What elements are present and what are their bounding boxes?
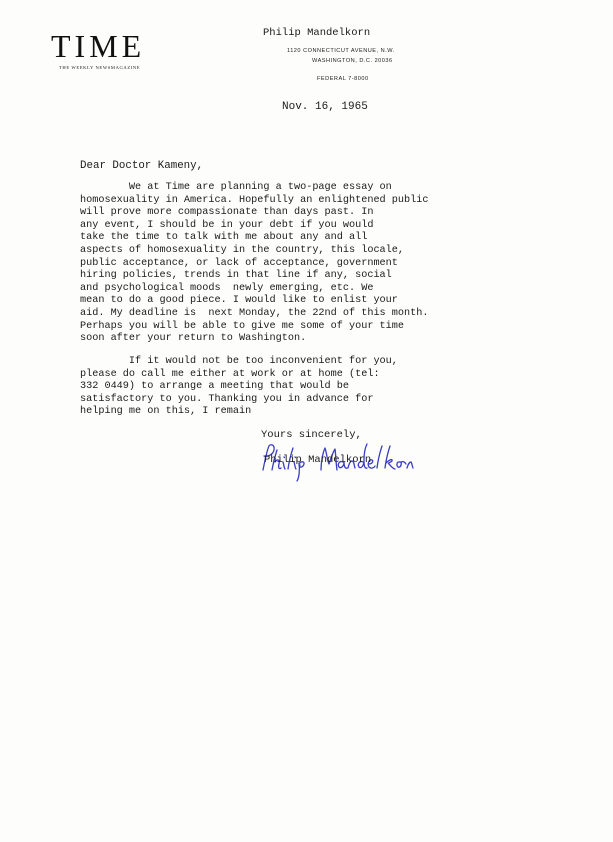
paragraph-line: any event, I should be in your debt if you would: [80, 219, 374, 231]
paragraph-line: Perhaps you will be able to give me some of your time: [80, 320, 405, 332]
salutation: Dear Doctor Kameny,: [80, 160, 204, 172]
address-line-2: WASHINGTON, D.C. 20036: [312, 58, 393, 64]
body-paragraph-2: [80, 356, 460, 419]
masthead-tagline: THE WEEKLY NEWSMAGAZINE: [59, 65, 141, 70]
body-paragraph-1: [80, 182, 460, 346]
paragraph-line: If it would not be too inconvenient for you,: [80, 356, 398, 367]
paragraph-line: mean to do a good piece. I would like to enlist your: [80, 295, 398, 307]
paragraph-line: homosexuality in America. Hopefully an enlightened public: [80, 194, 429, 206]
time-masthead: [51, 30, 161, 70]
typed-name: Philip Mandelkorn: [264, 454, 372, 466]
paragraph-line: 332 0449) to arrange a meeting that would be: [80, 381, 349, 393]
paragraph-line: hiring policies, trends in that line if any, social: [80, 270, 392, 282]
paragraph-line: and psychological moods newly emerging, etc. We: [80, 282, 374, 294]
closing: Yours sincerely,: [261, 429, 362, 441]
address-line-1: 1120 CONNECTICUT AVENUE, N.W.: [287, 48, 395, 54]
paragraph-line: We at Time are planning a two-page essay on: [80, 182, 392, 193]
masthead-logo: TIME: [51, 28, 146, 64]
paragraph-line: satisfactory to you. Thanking you in advance for: [80, 393, 374, 405]
paragraph-line: aspects of homosexuality in the country, this locale,: [80, 244, 405, 256]
paragraph-line: helping me on this, I remain: [80, 406, 252, 418]
phone-line: FEDERAL 7-8000: [317, 76, 369, 82]
paragraph-line: soon after your return to Washington.: [80, 333, 307, 345]
letter-date: Nov. 16, 1965: [282, 101, 368, 113]
paragraph-line: take the time to talk with me about any and all: [80, 232, 368, 244]
sender-name: Philip Mandelkorn: [263, 27, 371, 39]
paragraph-line: please do call me either at work or at home (tel:: [80, 368, 380, 380]
paragraph-line: aid. My deadline is next Monday, the 22nd of this month.: [80, 307, 429, 319]
paragraph-line: will prove more compassionate than days past. In: [80, 207, 374, 219]
paragraph-line: public acceptance, or lack of acceptance, government: [80, 257, 398, 269]
